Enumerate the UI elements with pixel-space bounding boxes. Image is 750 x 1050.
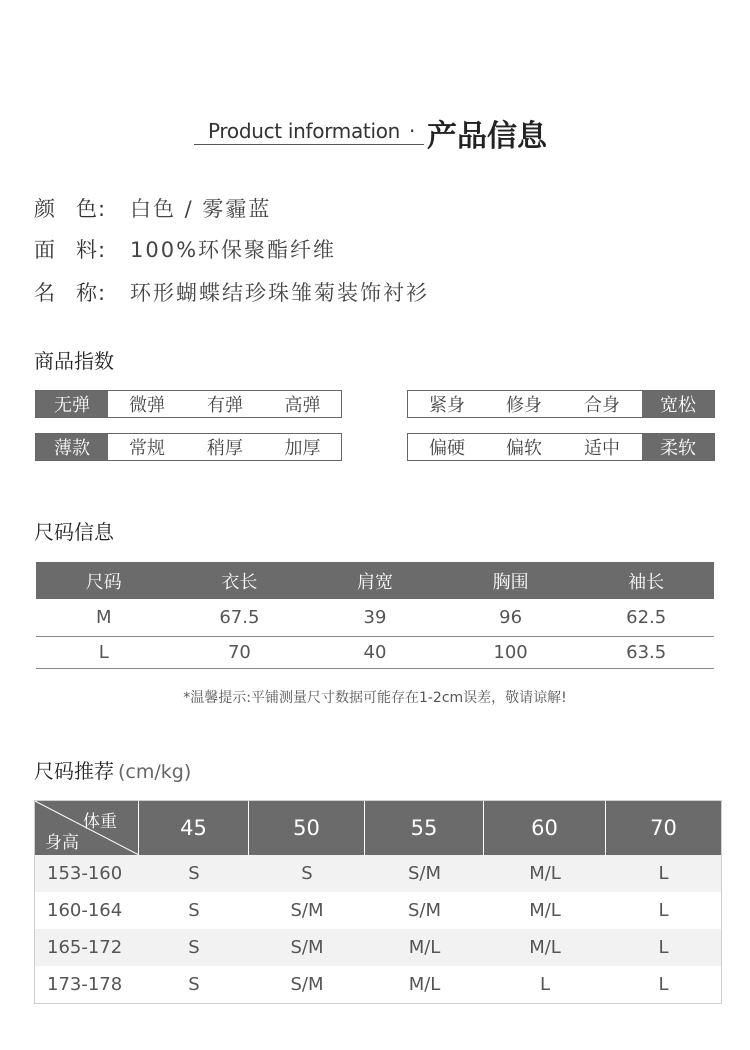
softness-option: 柔软 xyxy=(642,434,714,460)
size-header-cell: 胸围 xyxy=(492,571,529,593)
info-fabric-label: 面 料 xyxy=(34,238,97,262)
info-name-row xyxy=(34,277,429,307)
size-rec-cell: S/M xyxy=(290,900,324,921)
recommend-row xyxy=(35,929,721,966)
info-color-colon: : xyxy=(98,197,106,221)
size-rec-cell: S/M xyxy=(290,937,324,958)
size-cell: 39 xyxy=(363,607,387,628)
elasticity-option: 无弹 xyxy=(36,391,108,417)
info-fabric-value: 100%环保聚酯纤维 xyxy=(130,238,337,262)
fit-option: 宽松 xyxy=(642,391,714,417)
header-title-zh: 产品信息 xyxy=(427,119,547,154)
info-name-label: 名 称 xyxy=(34,281,97,305)
size-table-header xyxy=(36,562,714,599)
info-fabric-colon: : xyxy=(98,238,106,262)
fit-option: 修身 xyxy=(506,395,542,416)
size-rec-cell: L xyxy=(658,900,669,921)
corner-height-label: 身高 xyxy=(45,833,79,853)
size-cell: 40 xyxy=(363,642,387,663)
info-color-value: 白色 / 雾霾蓝 xyxy=(130,197,272,221)
size-rec-cell: S xyxy=(188,900,200,921)
size-rec-cell: S xyxy=(188,863,200,884)
recommend-table xyxy=(34,800,722,1004)
header-dot: · xyxy=(409,119,416,143)
softness-option: 适中 xyxy=(584,438,620,459)
info-color-label: 颜 色 xyxy=(34,197,97,221)
size-table-row xyxy=(36,599,714,637)
recommend-corner-cell xyxy=(35,801,139,855)
weight-header: 50 xyxy=(249,801,365,855)
size-cell: 62.5 xyxy=(626,607,667,628)
size-rec-cell: S xyxy=(301,863,313,884)
size-rec-cell: M/L xyxy=(408,937,441,958)
weight-header: 60 xyxy=(484,801,606,855)
elasticity-option: 有弹 xyxy=(207,395,243,416)
recommend-row xyxy=(35,855,721,892)
index-section-title: 商品指数 xyxy=(34,349,114,373)
size-rec-cell: L xyxy=(658,974,669,995)
recommend-header-row xyxy=(35,801,721,855)
softness-index xyxy=(407,433,715,461)
size-cell: 100 xyxy=(493,642,528,663)
size-rec-cell: M/L xyxy=(408,974,441,995)
size-cell: 67.5 xyxy=(219,607,260,628)
measurement-note: *温馨提示:平铺测量尺寸数据可能存在1-2cm误差，敬请谅解! xyxy=(183,690,567,706)
recommend-row xyxy=(35,892,721,929)
size-rec-cell: L xyxy=(658,937,669,958)
fit-index xyxy=(407,390,715,418)
size-cell: 63.5 xyxy=(626,642,667,663)
size-cell: M xyxy=(96,607,112,628)
info-color-row xyxy=(34,193,271,223)
size-rec-cell: S xyxy=(188,974,200,995)
header-title-en: Product information xyxy=(208,119,401,143)
size-rec-cell: M/L xyxy=(529,937,561,958)
elasticity-option: 微弹 xyxy=(129,395,165,416)
size-rec-cell: S/M xyxy=(407,900,442,921)
height-cell: 153-160 xyxy=(47,863,123,884)
size-header-cell: 衣长 xyxy=(221,571,258,593)
weight-header: 45 xyxy=(139,801,249,855)
product-info-header xyxy=(0,108,750,154)
thickness-option: 稍厚 xyxy=(207,438,243,459)
info-name-value: 环形蝴蝶结珍珠雏菊装饰衬衫 xyxy=(130,281,429,305)
size-rec-cell: M/L xyxy=(529,863,561,884)
size-info-title: 尺码信息 xyxy=(34,520,114,544)
height-cell: 160-164 xyxy=(47,900,123,921)
weight-header: 55 xyxy=(365,801,484,855)
size-cell: 96 xyxy=(499,607,523,628)
size-rec-cell: S xyxy=(188,937,200,958)
size-table-row xyxy=(36,637,714,669)
info-name-colon: : xyxy=(98,281,106,305)
size-cell: 70 xyxy=(227,642,251,663)
size-rec-cell: S/M xyxy=(407,863,442,884)
recommend-unit: (cm/kg) xyxy=(118,761,192,783)
thickness-option: 薄款 xyxy=(36,434,108,460)
thickness-option: 加厚 xyxy=(284,438,321,459)
size-rec-cell: M/L xyxy=(529,900,561,921)
height-cell: 165-172 xyxy=(47,937,123,958)
softness-option: 偏软 xyxy=(506,438,542,459)
recommend-row xyxy=(35,966,721,1003)
softness-option: 偏硬 xyxy=(429,438,465,459)
size-rec-cell: L xyxy=(658,863,669,884)
size-rec-cell: L xyxy=(539,974,551,995)
size-table xyxy=(36,562,714,669)
fit-option: 合身 xyxy=(584,395,620,416)
elasticity-option: 高弹 xyxy=(284,395,321,416)
info-fabric-row xyxy=(34,234,336,264)
elasticity-index xyxy=(35,390,342,418)
corner-weight-label: 体重 xyxy=(83,812,117,832)
size-header-cell: 尺码 xyxy=(85,571,122,593)
thickness-index xyxy=(35,433,342,461)
header-underline xyxy=(194,144,424,145)
thickness-option: 常规 xyxy=(129,438,165,459)
size-header-cell: 袖长 xyxy=(628,571,665,593)
size-rec-cell: S/M xyxy=(290,974,324,995)
size-cell: L xyxy=(98,642,109,663)
height-cell: 173-178 xyxy=(47,974,123,995)
weight-header: 70 xyxy=(650,816,677,840)
recommend-title xyxy=(34,755,191,784)
recommend-title-text: 尺码推荐 xyxy=(34,759,114,783)
size-header-cell: 肩宽 xyxy=(356,571,393,593)
fit-option: 紧身 xyxy=(429,395,465,416)
